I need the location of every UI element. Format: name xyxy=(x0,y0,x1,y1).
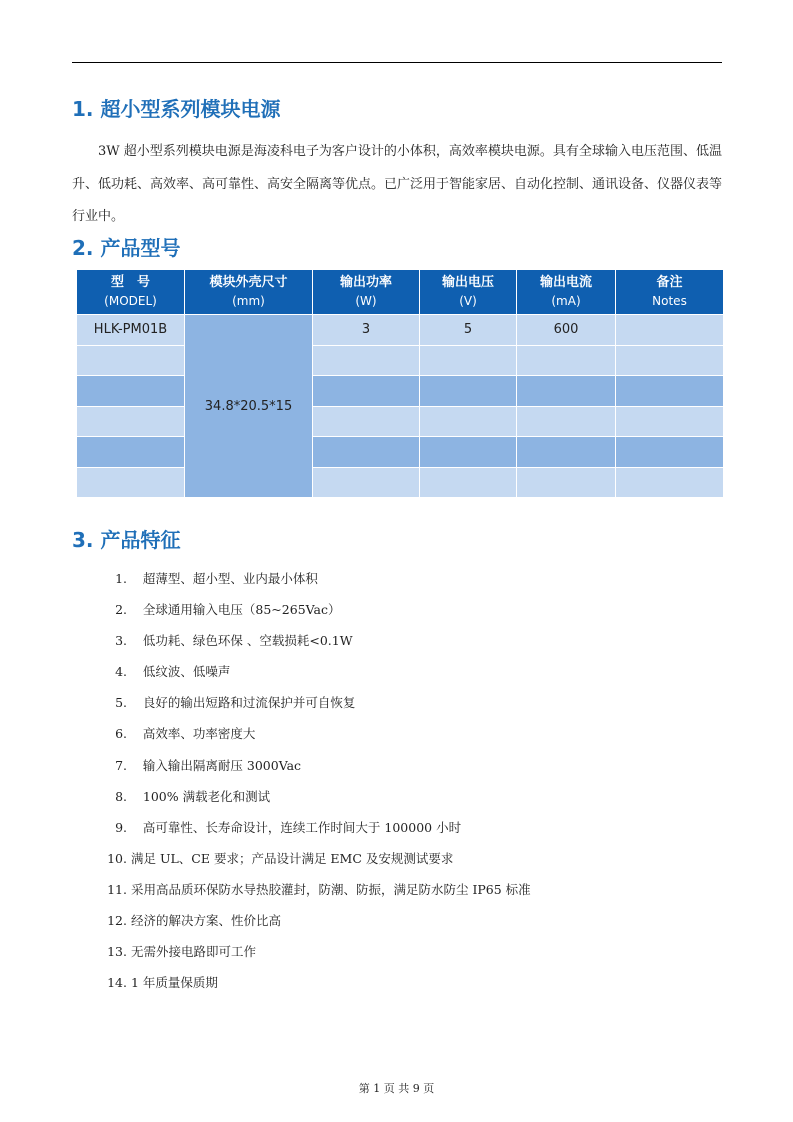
table-row xyxy=(77,467,724,498)
header-current: 输出电流 (mA) xyxy=(517,270,616,315)
table-header-row xyxy=(77,270,724,315)
cell-current xyxy=(517,467,616,498)
cell-notes xyxy=(616,345,724,376)
cell-voltage: 5 xyxy=(420,315,517,346)
cell-notes xyxy=(616,376,724,407)
cell-power xyxy=(313,467,420,498)
cell-voltage xyxy=(420,345,517,376)
cell-current xyxy=(517,406,616,437)
cell-voltage xyxy=(420,376,517,407)
cell-model xyxy=(77,467,185,498)
cell-size: 34.8*20.5*15 xyxy=(185,315,313,498)
cell-model xyxy=(77,437,185,468)
header-model: 型 号 (MODEL) xyxy=(77,270,185,315)
section-2-heading: 2. 产品型号 xyxy=(72,236,181,260)
table-row xyxy=(77,406,724,437)
cell-model xyxy=(77,406,185,437)
table-row xyxy=(77,315,724,346)
table-row xyxy=(77,376,724,407)
cell-power xyxy=(313,345,420,376)
list-item: 5. 良好的输出短路和过流保护并可自恢复 xyxy=(115,695,356,711)
cell-current: 600 xyxy=(517,315,616,346)
cell-notes xyxy=(616,467,724,498)
list-item: 14. 1 年质量保质期 xyxy=(107,975,218,991)
cell-power xyxy=(313,437,420,468)
header-voltage: 输出电压 (V) xyxy=(420,270,517,315)
cell-voltage xyxy=(420,467,517,498)
cell-current xyxy=(517,437,616,468)
cell-current xyxy=(517,345,616,376)
list-item: 13. 无需外接电路即可工作 xyxy=(107,944,256,960)
cell-notes xyxy=(616,406,724,437)
list-item: 9. 高可靠性、长寿命设计，连续工作时间大于 100000 小时 xyxy=(115,819,462,835)
top-rule xyxy=(72,62,722,63)
cell-notes xyxy=(616,437,724,468)
cell-power xyxy=(313,376,420,407)
cell-model xyxy=(77,345,185,376)
list-item: 2. 全球通用输入电压（85~265Vac） xyxy=(115,602,341,618)
list-item: 7. 输入输出隔离耐压 3000Vac xyxy=(115,757,302,773)
list-item: 4. 低纹波、低噪声 xyxy=(115,664,231,680)
list-item: 10. 满足 UL、CE 要求；产品设计满足 EMC 及安规测试要求 xyxy=(107,850,454,866)
intro-paragraph: 3W 超小型系列模块电源是海凌科电子为客户设计的小体积，高效率模块电源。具有全球输入电压范围、低温升、低功耗、高效率、高可靠性、高安全隔离等优点。已广泛用于智能家居、自动化控制、通讯设备、仪器仪表等行业中。 xyxy=(72,144,723,224)
list-item: 1. 超薄型、超小型、业内最小体积 xyxy=(115,571,318,586)
header-size: 模块外壳尺寸 (mm) xyxy=(185,270,313,315)
cell-power: 3 xyxy=(313,315,420,346)
cell-current xyxy=(517,376,616,407)
feature-list xyxy=(72,563,531,998)
cell-model: HLK-PM01B xyxy=(77,315,185,346)
list-item: 8. 100% 满载老化和测试 xyxy=(115,788,271,804)
list-item: 3. 低功耗、绿色环保 、空载损耗<0.1W xyxy=(115,633,353,649)
section-3-heading: 3. 产品特征 xyxy=(72,528,181,552)
section-1-heading: 1. 超小型系列模块电源 xyxy=(72,97,281,121)
cell-voltage xyxy=(420,437,517,468)
cell-notes xyxy=(616,315,724,346)
cell-voltage xyxy=(420,406,517,437)
table-row xyxy=(77,345,724,376)
cell-model xyxy=(77,376,185,407)
cell-power xyxy=(313,406,420,437)
page-footer: 第 1 页 共 9 页 xyxy=(358,1082,435,1095)
list-item: 12. 经济的解决方案、性价比高 xyxy=(107,913,281,929)
list-item: 11. 采用高品质环保防水导热胶灌封，防潮、防振，满足防水防尘 IP65 标准 xyxy=(107,881,531,897)
model-table xyxy=(76,269,724,498)
header-notes: 备注 Notes xyxy=(616,270,724,315)
header-power: 输出功率 (W) xyxy=(313,270,420,315)
table-row xyxy=(77,437,724,468)
list-item: 6. 高效率、功率密度大 xyxy=(115,726,256,742)
